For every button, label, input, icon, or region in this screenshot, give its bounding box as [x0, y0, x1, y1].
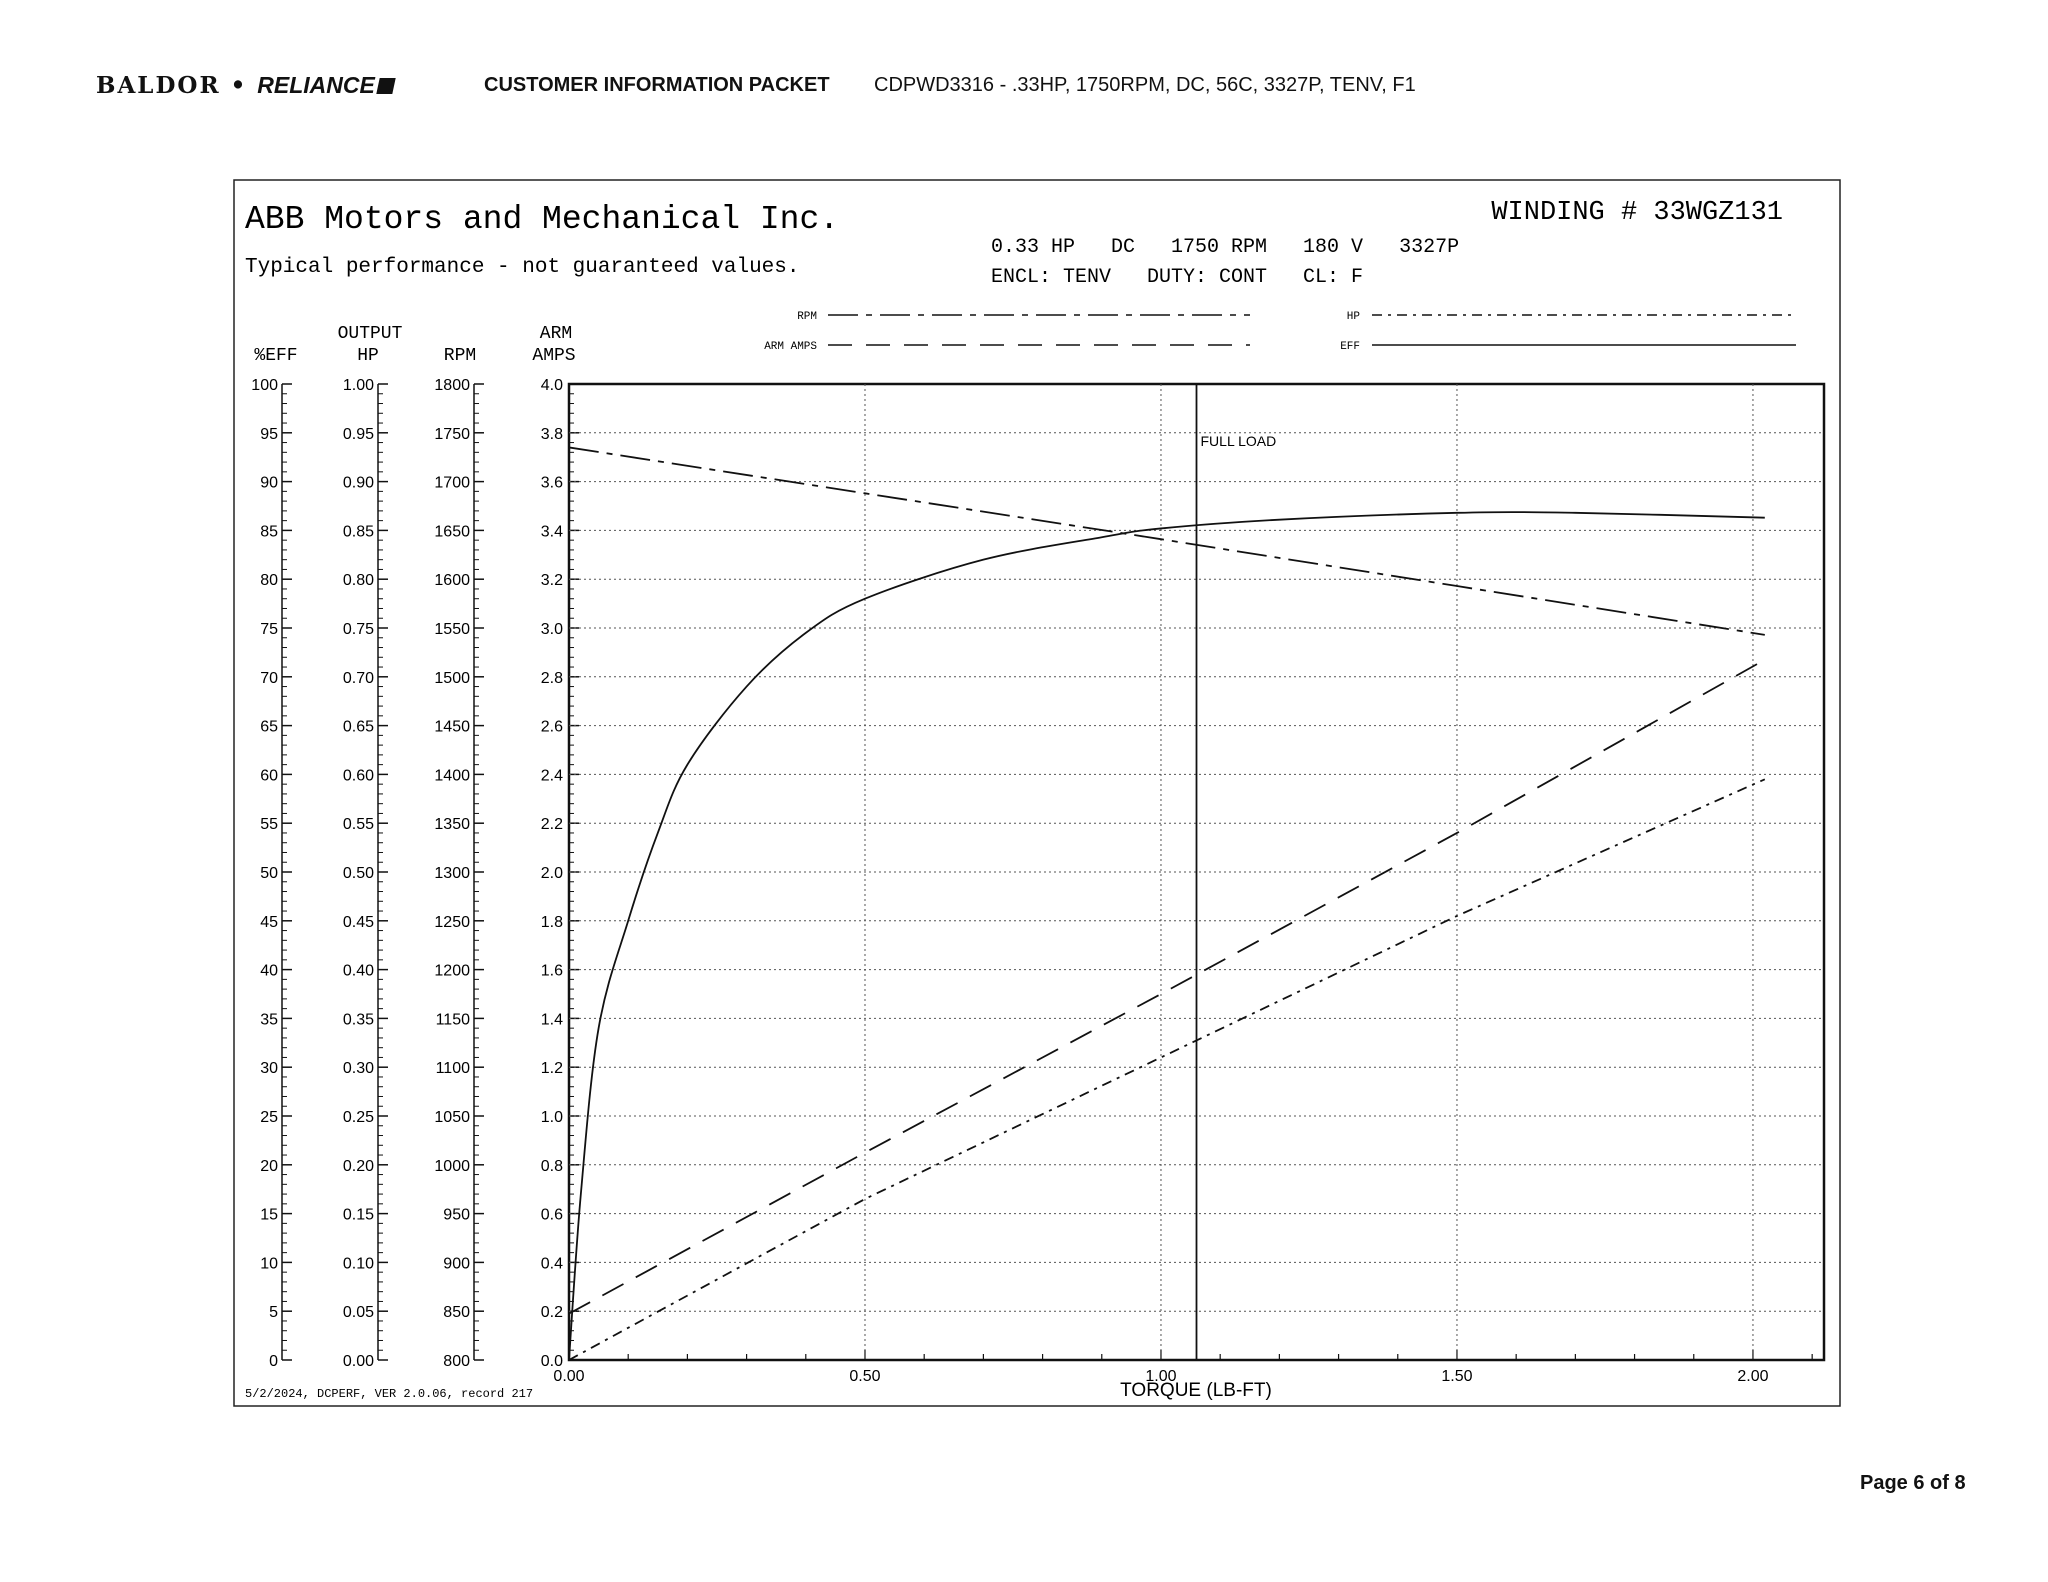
legend-label: EFF: [1340, 341, 1360, 353]
rpm-tick-label: 1750: [434, 425, 470, 443]
series-group: [569, 447, 1765, 1360]
amps-tick-label: 1.2: [540, 1060, 563, 1078]
eff-tick-label: 50: [260, 865, 278, 882]
eff-tick-label: 70: [260, 669, 278, 687]
rpm-tick-label: 850: [443, 1304, 470, 1322]
amps-tick-label: 2.8: [540, 669, 563, 687]
hp-tick-label: 0.90: [342, 474, 374, 492]
eff-tick-label: 10: [260, 1255, 278, 1273]
x-tick-label: 0.00: [553, 1368, 585, 1385]
rpm-tick-label: 1550: [434, 621, 470, 638]
amps-tick-label: 3.0: [540, 621, 563, 638]
amps-tick-label: 4.0: [540, 377, 563, 394]
hp-tick-label: 0.15: [342, 1206, 374, 1224]
rpm-tick-label: 1350: [434, 816, 470, 834]
hp-tick-label: 0.55: [342, 816, 374, 834]
logo-separator: •: [230, 72, 248, 99]
eff-tick-label: 85: [260, 523, 278, 541]
amps-tick-label: 0.8: [540, 1157, 563, 1175]
amps-tick-label: 2.2: [540, 816, 563, 834]
hp-tick-label: 0.10: [342, 1255, 374, 1273]
eff-tick-label: 65: [260, 718, 278, 736]
hp-tick-label: 0.80: [342, 572, 374, 590]
hp-tick-label: 0.65: [342, 718, 374, 736]
spec-line-2: ENCL: TENV DUTY: CONT CL: F: [991, 266, 1364, 289]
eff-tick-label: 95: [260, 425, 278, 443]
rpm-tick-label: 1600: [434, 572, 470, 590]
product-description: CDPWD3316 - .33HP, 1750RPM, DC, 56C, 3327P, TENV, F1: [874, 74, 1416, 96]
hp-tick-label: 0.45: [342, 913, 374, 931]
x-tick-label: 2.00: [1737, 1368, 1769, 1385]
amps-tick-label: 1.4: [540, 1011, 563, 1029]
page-number: Page 6 of 8: [1860, 1472, 1966, 1494]
amps-tick-label: 0.4: [540, 1255, 563, 1273]
legend-label: RPM: [797, 311, 817, 323]
full-load-label: FULL LOAD: [1200, 433, 1277, 449]
eff-tick-label: 90: [260, 474, 278, 492]
amps-tick-label: 1.8: [540, 913, 563, 931]
rpm-tick-label: 1400: [434, 767, 470, 785]
hp-tick-label: 0.00: [342, 1353, 374, 1370]
rpm-tick-label: 1650: [434, 523, 470, 541]
hp-tick-label: 0.75: [342, 621, 374, 638]
rpm-tick-label: 1450: [434, 718, 470, 736]
amps-tick-label: 3.2: [540, 572, 563, 590]
eff-tick-label: 40: [260, 962, 278, 980]
rpm-tick-label: 1500: [434, 669, 470, 687]
amps-tick-label: 2.4: [540, 767, 563, 785]
legend-label: ARM AMPS: [764, 341, 817, 353]
rpm-tick-label: 1050: [434, 1109, 470, 1126]
eff-tick-label: 55: [260, 816, 278, 834]
eff-tick-label: 15: [260, 1206, 278, 1224]
rpm-tick-label: 800: [443, 1353, 470, 1370]
eff-tick-label: 5: [269, 1304, 278, 1322]
eff-tick-label: 30: [260, 1060, 278, 1078]
hp-tick-label: 0.85: [342, 523, 374, 541]
amps-tick-label: 3.6: [540, 474, 563, 492]
chart-subtitle: Typical performance - not guaranteed values.: [245, 256, 800, 279]
amps-tick-label: 0.2: [540, 1304, 563, 1322]
hp-tick-label: 0.25: [342, 1109, 374, 1126]
spec-line-1: 0.33 HP DC 1750 RPM 180 V 3327P: [991, 236, 1460, 259]
eff-tick-label: 75: [260, 621, 278, 638]
hp-tick-label: 0.95: [342, 425, 374, 443]
amps-tick-label: 2.0: [540, 865, 563, 882]
amps-tick-label: 2.6: [540, 718, 563, 736]
hp-tick-label: 0.50: [342, 865, 374, 882]
eff-tick-label: 100: [251, 377, 278, 394]
axis-header-hp: HP: [357, 346, 379, 366]
rpm-tick-label: 1300: [434, 865, 470, 882]
rpm-tick-label: 1700: [434, 474, 470, 492]
eff-tick-label: 45: [260, 913, 278, 931]
eff-tick-label: 60: [260, 767, 278, 785]
legend-label: HP: [1346, 311, 1360, 323]
hp-tick-label: 0.30: [342, 1060, 374, 1078]
series-rpm: [569, 447, 1765, 634]
rpm-tick-label: 1150: [435, 1011, 470, 1029]
hp-tick-label: 0.35: [342, 1011, 374, 1029]
eff-tick-label: 25: [260, 1109, 278, 1126]
amps-tick-label: 3.4: [540, 523, 563, 541]
hp-tick-label: 0.70: [342, 669, 374, 687]
amps-tick-label: 1.6: [540, 962, 563, 980]
axis-header-arm: ARM: [539, 324, 573, 344]
hp-tick-label: 1.00: [342, 377, 374, 394]
series-arm-amps: [569, 660, 1765, 1314]
amps-tick-label: 0.6: [540, 1206, 563, 1224]
rpm-tick-label: 900: [443, 1255, 470, 1273]
amps-tick-label: 0.0: [540, 1353, 563, 1370]
axes: [251, 324, 579, 1370]
x-tick-label: 1.00: [1145, 1368, 1177, 1385]
packet-title: CUSTOMER INFORMATION PACKET: [484, 74, 830, 96]
logo-reliance: RELIANCE: [257, 72, 375, 98]
axis-header-output: OUTPUT: [337, 324, 403, 344]
eff-tick-label: 0: [269, 1353, 278, 1370]
eff-tick-label: 80: [260, 572, 278, 590]
logo-baldor: BALDOR: [96, 72, 221, 99]
hp-tick-label: 0.05: [342, 1304, 374, 1322]
series-hp: [569, 779, 1765, 1360]
x-tick-label: 0.50: [849, 1368, 881, 1385]
rpm-tick-label: 1250: [434, 913, 470, 931]
axis-header-rpm: RPM: [443, 346, 477, 366]
rpm-tick-label: 1100: [435, 1060, 470, 1078]
axis-header-eff: %EFF: [254, 346, 298, 366]
hp-tick-label: 0.20: [342, 1157, 374, 1175]
rpm-tick-label: 950: [443, 1206, 470, 1224]
rpm-tick-label: 1800: [434, 377, 470, 394]
eff-tick-label: 20: [260, 1157, 278, 1175]
hp-tick-label: 0.40: [342, 962, 374, 980]
rpm-tick-label: 1000: [434, 1157, 470, 1175]
series-eff: [569, 512, 1765, 1360]
eff-tick-label: 35: [260, 1011, 278, 1029]
axis-header-amps: AMPS: [532, 346, 576, 366]
legend: [764, 311, 1796, 353]
amps-tick-label: 3.8: [540, 425, 563, 443]
chart-footnote: 5/2/2024, DCPERF, VER 2.0.06, record 217: [245, 1387, 534, 1401]
hp-tick-label: 0.60: [342, 767, 374, 785]
x-tick-label: 1.50: [1441, 1368, 1473, 1385]
x-axis-label: TORQUE (LB-FT): [1120, 1380, 1272, 1401]
winding-number: WINDING # 33WGZ131: [1491, 198, 1783, 228]
company-name: ABB Motors and Mechanical Inc.: [245, 201, 840, 238]
amps-tick-label: 1.0: [540, 1109, 563, 1126]
rpm-tick-label: 1200: [434, 962, 470, 980]
